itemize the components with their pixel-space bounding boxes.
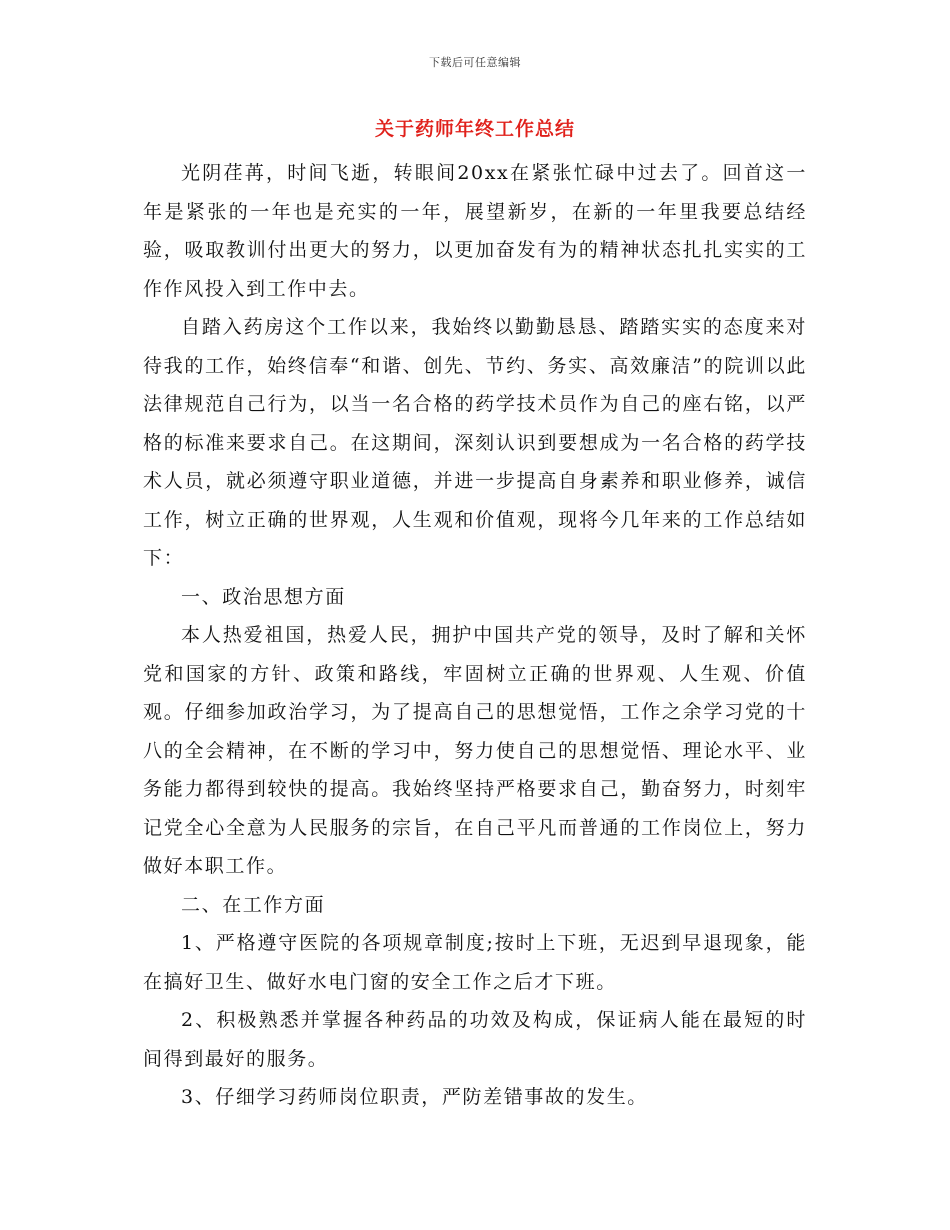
- document-title: 关于药师年终工作总结: [374, 118, 575, 140]
- list-item-drugs: 2、积极熟悉并掌握各种药品的功效及构成，保证病人能在最短的时间得到最好的服务。: [143, 1009, 807, 1070]
- paragraph-intro: 光阴荏苒，时间飞逝，转眼间20xx在紧张忙碌中过去了。回首这一年是紧张的一年也是充实的一年，展望新岁，在新的一年里我要总结经验，吸取教训付出更大的努力，以更加奋发有为的精神状态扎扎实实的工作作风投入到工作中去。: [143, 162, 807, 300]
- section-heading-political: 一、政治思想方面: [181, 585, 346, 608]
- list-item-duties: 3、仔细学习药师岗位职责，严防差错事故的发生。: [181, 1086, 648, 1108]
- header-note: 下载后可任意编辑: [429, 56, 521, 69]
- section-heading-work: 二、在工作方面: [181, 893, 326, 916]
- list-item-rules: 1、严格遵守医院的各项规章制度;按时上下班，无迟到早退现象，能在搞好卫生、做好水电门窗的安全工作之后才下班。: [143, 932, 807, 993]
- paragraph-attitude: 自踏入药房这个工作以来，我始终以勤勤恳恳、踏踏实实的态度来对待我的工作，始终信奉“和谐、创先、节约、务实、高效廉洁”的院训以此法律规范自己行为，以当一名合格的药学技术员作为自己的座右铭，以严格的标准来要求自己。在这期间，深刻认识到要想成为一名合格的药学技术人员，就必须遵守职业道德，并进一步提高自身素养和职业修养，诚信工作，树立正确的世界观，人生观和价值观，现将今几年来的工作总结如下：: [143, 316, 807, 569]
- document-body: [143, 154, 807, 1117]
- paragraph-political: 本人热爱祖国，热爱人民，拥护中国共产党的领导，及时了解和关怀党和国家的方针、政策和路线，牢固树立正确的世界观、人生观、价值观。仔细参加政治学习，为了提高自己的思想觉悟，工作之余学习党的十八的全会精神，在不断的学习中，努力使自己的思想觉悟、理论水平、业务能力都得到较快的提高。我始终坚持严格要求自己，勤奋努力，时刻牢记党全心全意为人民服务的宗旨，在自己平凡而普通的工作岗位上，努力做好本职工作。: [143, 624, 807, 877]
